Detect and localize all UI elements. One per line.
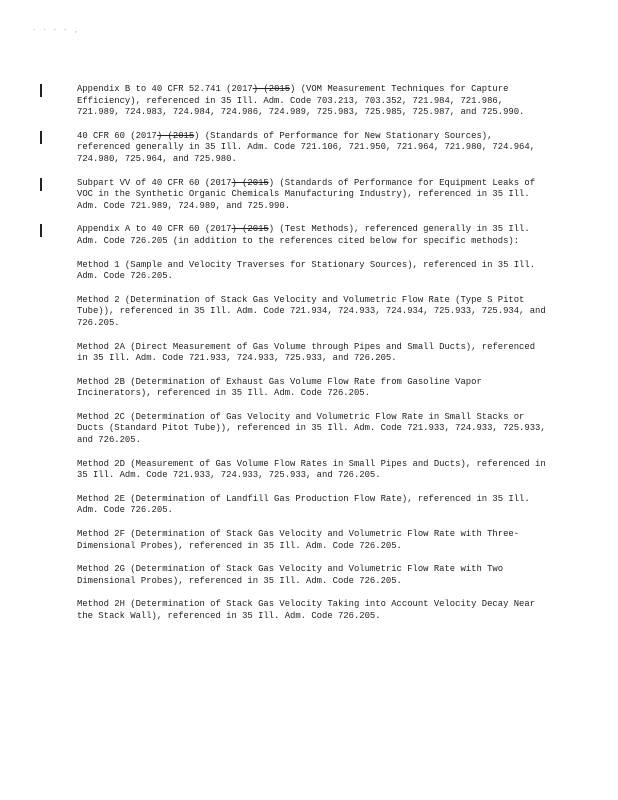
paragraph-text: 40 CFR 60 (2017	[77, 130, 157, 141]
reference-paragraph	[77, 377, 547, 400]
paragraph-text: Method 2E (Determination of Landfill Gas Production Flow Rate), referenced in 35 Ill. Adm. Code 726.205.	[77, 493, 530, 516]
paragraph-text: Method 2C (Determination of Gas Velocity and Volumetric Flow Rate in Small Stacks or Ducts (Standard Pitot Tube)), referenced in 35 Ill. Adm. Code 721.933, 724.933, 725.933, and 726.205.	[77, 411, 546, 446]
reference-paragraph	[77, 342, 547, 365]
paragraph-text: Method 1 (Sample and Velocity Traverses for Stationary Sources), referenced in 35 Ill. Adm. Code 726.205.	[77, 259, 536, 282]
paragraph-text: Method 2 (Determination of Stack Gas Velocity and Volumetric Flow Rate (Type S Pitot Tube)), referenced in 35 Ill. Adm. Code 721.934, 724.933, 724.934, 725.933, 725.934, and 726.205.	[77, 294, 546, 328]
paragraph-text: Method 2G (Determination of Stack Gas Velocity and Volumetric Flow Rate with Two Dimensional Probes), referenced in 35 Ill. Adm. Code 726.205.	[77, 564, 504, 586]
paragraph-text-continued: ) (Test Methods), referenced generally in 35 Ill. Adm. Code 726.205 (in addition to the references cited below for specific methods):	[77, 224, 530, 246]
paragraph-text: Method 2H (Determination of Stack Gas Velocity Taking into Account Velocity Decay Near the Stack Wall), referenced in 35 Ill. Adm. Code 726.205.	[77, 599, 536, 621]
reference-paragraph	[77, 564, 547, 587]
reference-paragraph	[77, 131, 547, 166]
paragraph-text-continued: ) (Standards of Performance for Equipment Leaks of VOC in the Synthetic Organic Chemicals Manufacturing Industry), referenced in 35 Ill. Adm. Code 721.989, 724.989, and 725.990.	[77, 177, 536, 211]
paragraph-text: Method 2F (Determination of Stack Gas Velocity and Volumetric Flow Rate with Three-Dimensional Probes), referenced in 35 Ill. Adm. Code 726.205.	[77, 529, 520, 551]
header-marks: · · · · ,	[32, 26, 79, 34]
struck-text: ) (2015	[231, 177, 269, 188]
reference-paragraph	[77, 412, 547, 447]
reference-paragraph	[77, 178, 547, 213]
paragraph-text-continued: ) (Standards of Performance for New Stationary Sources), referenced generally in 35 Ill. Adm. Code 721.106, 721.950, 721.964, 721.980, 724.964, 724.980, 725.964, and 725.980.	[77, 130, 536, 164]
revision-bar	[40, 131, 42, 144]
struck-text: ) (2015	[156, 130, 195, 141]
paragraph-text: Method 2D (Measurement of Gas Volume Flow Rates in Small Pipes and Ducts), referenced in 35 Ill. Adm. Code 721.933, 724.933, 725.933, and 726.205.	[77, 458, 546, 481]
paragraph-text: Method 2B (Determination of Exhaust Gas Volume Flow Rate from Gasoline Vapor Incinerators), referenced in 35 Ill. Adm. Code 726.205.	[77, 376, 482, 399]
paragraph-text: Appendix A to 40 CFR 60 (2017	[77, 224, 232, 235]
struck-text: ) (2015	[231, 224, 269, 235]
paragraph-text-continued: ) (VOM Measurement Techniques for Capture Efficiency), referenced in 35 Ill. Adm. Code 703.213, 703.352, 721.984, 721.986, 721.989, 724.983, 724.984, 724.986, 724.989, 725.983, 725.985, 725.987, and 725.990.	[77, 84, 525, 118]
revision-bar	[40, 178, 42, 191]
reference-paragraph	[77, 529, 547, 552]
reference-paragraph	[77, 459, 547, 482]
reference-paragraph	[77, 494, 547, 517]
paragraph-text: Appendix B to 40 CFR 52.741 (2017	[77, 84, 253, 94]
reference-paragraph	[77, 260, 547, 283]
reference-paragraph	[77, 295, 547, 330]
paragraph-text: Subpart VV of 40 CFR 60 (2017	[77, 177, 232, 188]
reference-paragraph	[77, 84, 547, 119]
revision-bar	[40, 224, 42, 237]
struck-text: ) (2015	[252, 84, 291, 94]
paragraph-text: Method 2A (Direct Measurement of Gas Volume through Pipes and Small Ducts), referenced in 35 Ill. Adm. Code 721.933, 724.933, 725.933, and 726.205.	[77, 341, 536, 364]
document-body	[77, 84, 547, 635]
revision-bar	[40, 84, 42, 97]
reference-paragraph	[77, 224, 547, 247]
reference-paragraph	[77, 599, 547, 622]
